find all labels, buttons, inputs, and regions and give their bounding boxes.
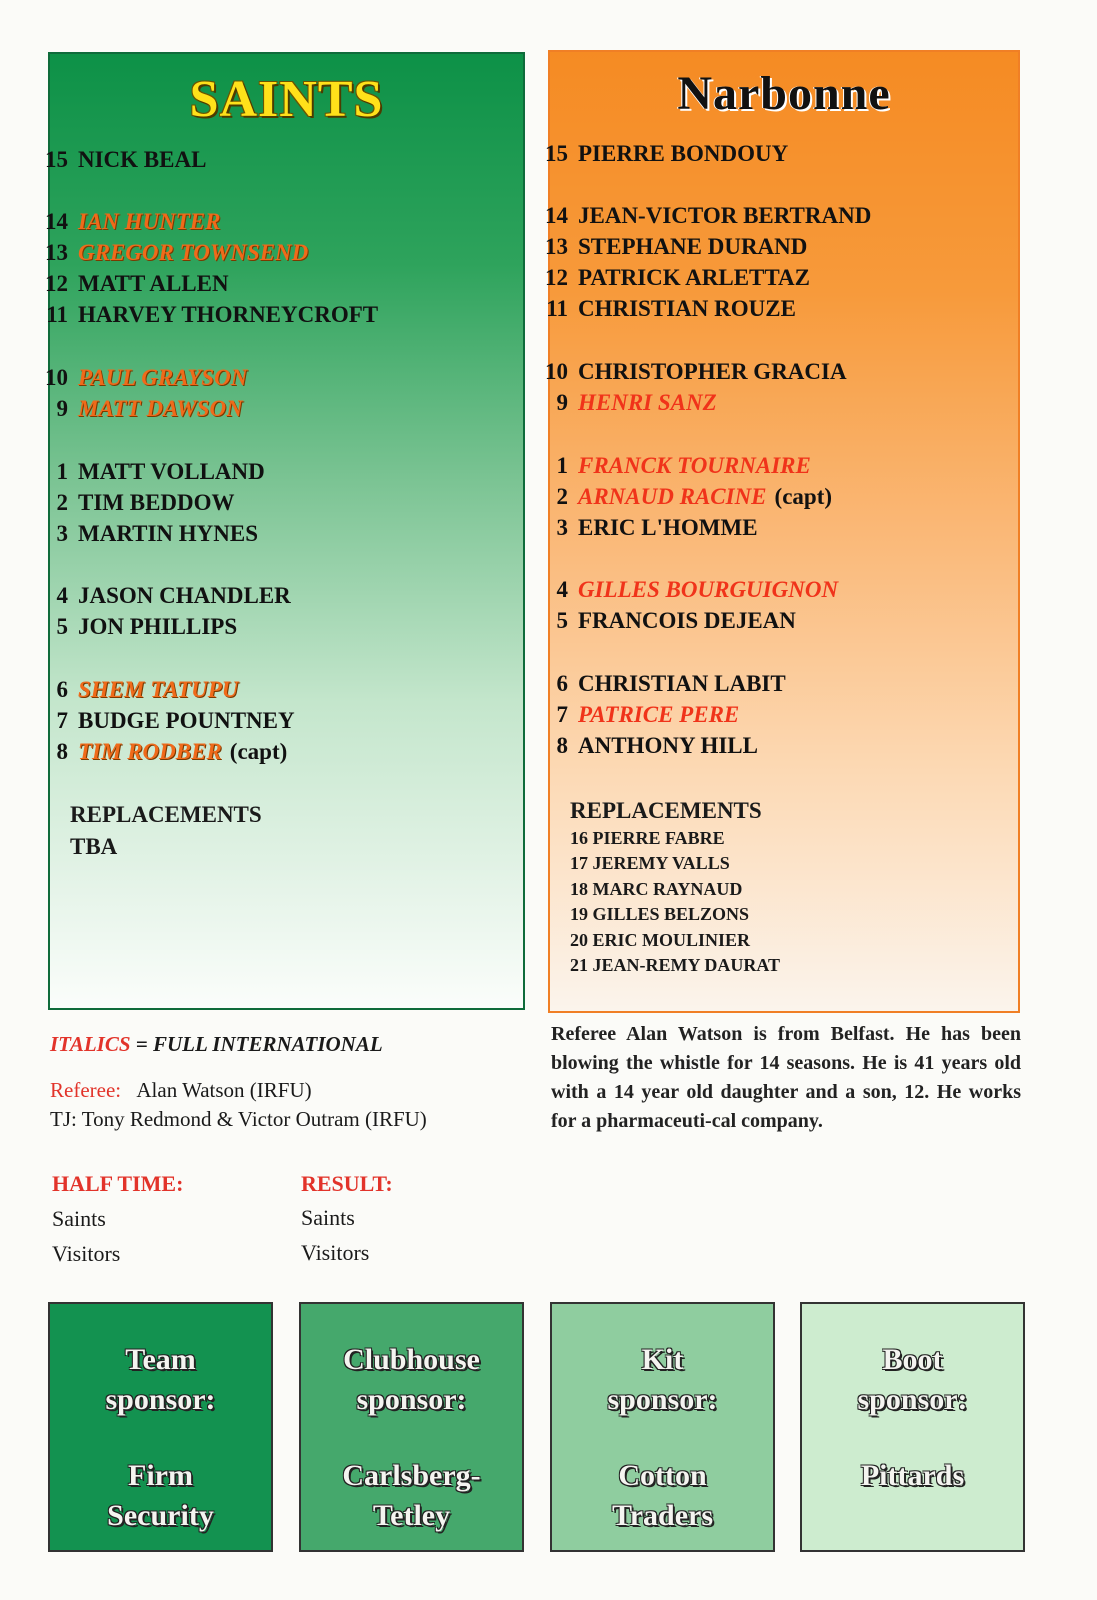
player-number: 14: [45, 209, 68, 234]
player-number: 8: [556, 733, 568, 758]
player-row: [528, 450, 811, 482]
player-row: [528, 231, 807, 263]
player-row: [28, 674, 238, 706]
player-row: [28, 144, 206, 176]
player-name: HENRI SANZ: [578, 390, 717, 415]
player-name: MATT ALLEN: [78, 271, 229, 296]
player-name: TIM BEDDOW: [78, 490, 235, 515]
player-name: CHRISTOPHER GRACIA: [578, 359, 847, 384]
player-row: [28, 268, 229, 300]
result-away: Visitors: [301, 1240, 370, 1265]
player-row: [28, 580, 291, 612]
player-name: GILLES BOURGUIGNON: [578, 577, 839, 602]
player-number: 7: [556, 702, 568, 727]
player-row: [528, 605, 796, 637]
player-name: PAUL GRAYSON: [78, 365, 248, 390]
clubhouse-sponsor-box: [299, 1302, 524, 1552]
saints-replacements-heading: REPLACEMENTS: [70, 802, 262, 827]
player-number: 14: [545, 203, 568, 228]
player-number: 9: [556, 390, 568, 415]
player-row: [528, 138, 788, 170]
player-number: 4: [556, 577, 568, 602]
replacement-item: 18 MARC RAYNAUD: [570, 878, 743, 899]
player-name: JEAN-VICTOR BERTRAND: [578, 203, 872, 228]
player-number: 7: [56, 708, 68, 733]
player-row: [28, 362, 247, 394]
player-number: 15: [545, 141, 568, 166]
player-name: MATT VOLLAND: [78, 459, 265, 484]
player-row: [28, 518, 258, 550]
player-number: 3: [556, 515, 568, 540]
player-number: 5: [556, 608, 568, 633]
replacement-item: 19 GILLES BELZONS: [570, 904, 750, 925]
player-row: [28, 206, 221, 238]
captain-marker: (capt): [774, 484, 833, 509]
player-row: [28, 487, 235, 519]
player-number: 12: [545, 265, 568, 290]
boot-sponsor-box: [800, 1302, 1025, 1552]
player-number: 13: [45, 240, 68, 265]
replacement-item: 16 PIERRE FABRE: [570, 828, 725, 848]
player-number: 12: [45, 271, 68, 296]
saints-team-panel: [45, 52, 525, 1010]
player-row: [528, 574, 838, 606]
kit-sponsor-box: [550, 1302, 775, 1552]
player-row: [528, 481, 832, 513]
player-name: TIM RODBER: [78, 739, 222, 764]
player-name: ANTHONY HILL: [578, 733, 758, 758]
player-name: FRANCOIS DEJEAN: [578, 608, 796, 633]
replacement-item: 20 ERIC MOULINIER: [570, 929, 751, 950]
player-number: 1: [56, 459, 68, 484]
player-name: MARTIN HYNES: [78, 521, 259, 546]
player-number: 1: [556, 453, 568, 478]
player-name: CHRISTIAN LABIT: [578, 671, 786, 696]
sponsor-caption: Boot sponsor:: [857, 1343, 968, 1416]
saints-title: SAINTS: [189, 71, 384, 128]
player-row: [28, 611, 237, 643]
player-row: [28, 299, 378, 331]
half-time-label: HALF TIME:: [52, 1171, 184, 1196]
player-number: 11: [546, 296, 568, 321]
player-name: PATRICK ARLETTAZ: [578, 265, 810, 290]
player-number: 15: [45, 147, 68, 172]
player-name: BUDGE POUNTNEY: [78, 708, 295, 733]
player-row: [528, 262, 810, 294]
player-number: 13: [545, 234, 568, 259]
sponsor-caption: Clubhouse sponsor:: [343, 1343, 480, 1416]
player-name: JON PHILLIPS: [78, 614, 238, 639]
sponsor-name: Pittards: [860, 1459, 965, 1492]
player-name: ERIC L'HOMME: [578, 515, 758, 540]
sponsor-name: Cotton Traders: [611, 1459, 714, 1532]
player-row: [528, 356, 847, 388]
player-name: IAN HUNTER: [78, 209, 221, 234]
player-name: HARVEY THORNEYCROFT: [78, 302, 379, 327]
player-row: [528, 668, 786, 700]
sponsor-name: Carlsberg- Tetley: [342, 1459, 481, 1532]
player-row: [28, 705, 295, 737]
italics-label: ITALICS: [50, 1032, 131, 1056]
player-number: 10: [545, 359, 568, 384]
player-name: PIERRE BONDOUY: [578, 141, 789, 166]
italics-meaning: = FULL INTERNATIONAL: [130, 1032, 383, 1056]
sponsor-name: Firm Security: [107, 1459, 214, 1532]
result-home: Saints: [301, 1205, 355, 1230]
player-row: [528, 512, 758, 544]
player-name: SHEM TATUPU: [78, 677, 239, 702]
player-row: [28, 736, 287, 768]
player-number: 5: [56, 614, 68, 639]
player-number: 11: [46, 302, 68, 327]
player-name: STEPHANE DURAND: [578, 234, 808, 259]
player-name: CHRISTIAN ROUZE: [578, 296, 796, 321]
player-number: 2: [56, 490, 68, 515]
player-number: 3: [56, 521, 68, 546]
captain-marker: (capt): [229, 739, 288, 764]
player-number: 9: [56, 396, 68, 421]
narbonne-title: Narbonne: [677, 67, 891, 120]
referee-line: [50, 1076, 312, 1104]
player-number: 4: [56, 583, 68, 608]
narbonne-replacements-heading: REPLACEMENTS: [570, 798, 762, 823]
player-row: [528, 730, 758, 762]
player-row: [28, 237, 308, 269]
half-time-home: Saints: [52, 1206, 106, 1231]
replacement-item: 21 JEAN-REMY DAURAT: [570, 955, 780, 975]
player-number: 10: [45, 365, 68, 390]
player-row: [528, 200, 871, 232]
italics-legend: [50, 1030, 383, 1058]
player-number: 6: [556, 671, 568, 696]
player-name: JASON CHANDLER: [78, 583, 291, 608]
sponsor-caption: Kit sponsor:: [607, 1343, 718, 1416]
touch-judges-line: TJ: Tony Redmond & Victor Outram (IRFU): [50, 1107, 427, 1131]
player-name: MATT DAWSON: [78, 396, 243, 421]
player-row: [528, 699, 739, 731]
referee-bio: Referee Alan Watson is from Belfast. He has been blowing the whistle for 14 seasons. He is 41 years old with a 14 year old daughter and a son, 12. He works for a pharmaceuti-cal company.: [551, 1023, 1021, 1132]
team-sponsor-box: [48, 1302, 273, 1552]
result-label: RESULT:: [301, 1171, 393, 1196]
player-name: ARNAUD RACINE: [578, 484, 767, 509]
saints-replacement-item: TBA: [70, 834, 118, 859]
sponsor-caption: Team sponsor:: [105, 1343, 216, 1416]
player-number: 6: [56, 677, 68, 702]
player-row: [28, 456, 265, 488]
player-number: 8: [56, 739, 68, 764]
player-row: [528, 293, 796, 325]
player-name: GREGOR TOWNSEND: [78, 240, 309, 265]
player-row: [528, 387, 717, 419]
referee-label: Referee:: [50, 1078, 122, 1102]
referee-value: Alan Watson (IRFU): [136, 1078, 312, 1102]
half-time-away: Visitors: [52, 1241, 121, 1266]
player-name: NICK BEAL: [78, 147, 207, 172]
player-number: 2: [556, 484, 568, 509]
narbonne-team-panel: [545, 50, 1020, 1013]
replacement-item: 17 JEREMY VALLS: [570, 853, 730, 874]
player-row: [28, 393, 243, 425]
player-name: FRANCK TOURNAIRE: [578, 453, 811, 478]
player-name: PATRICE PERE: [578, 702, 740, 727]
